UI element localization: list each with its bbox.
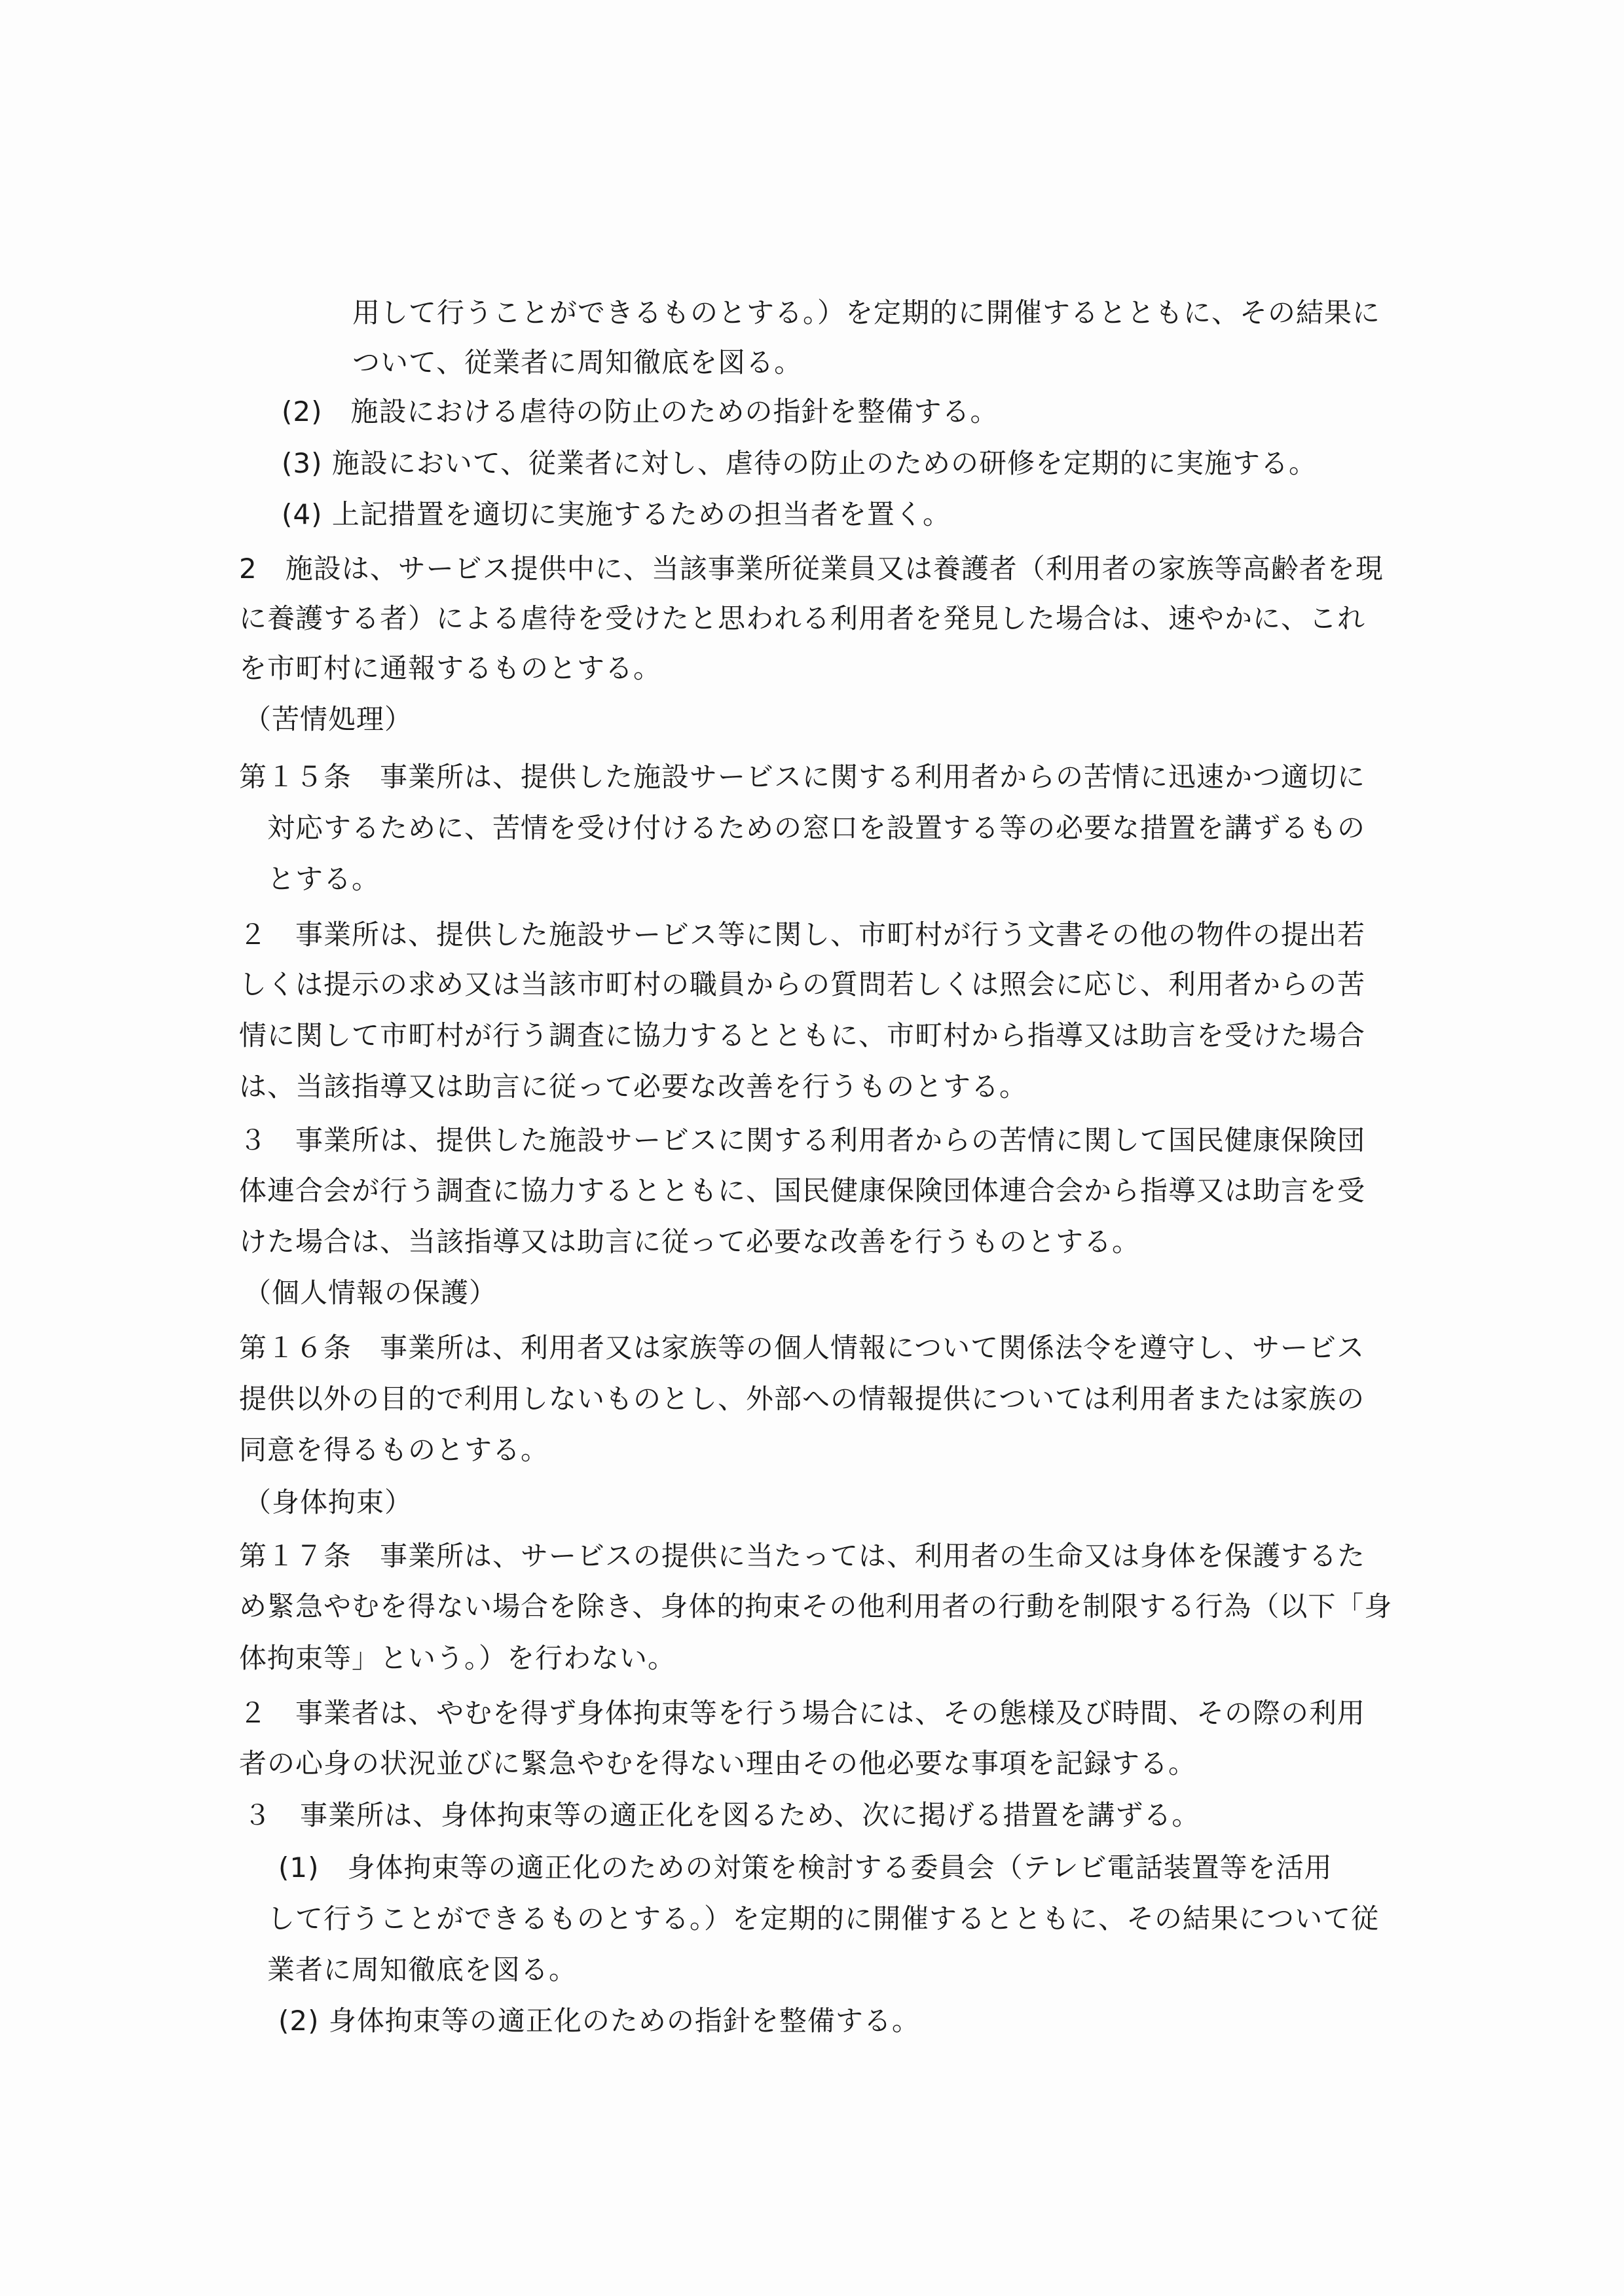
section-heading: （身体拘束） bbox=[244, 1486, 413, 1518]
text-line: 同意を得るものとする。 bbox=[239, 1434, 549, 1466]
text-line: 体連合会が行う調査に協力するとともに、国民健康保険団体連合会から指導又は助言を受 bbox=[239, 1175, 1366, 1207]
text-line: に養護する者）による虐待を受けたと思われる利用者を発見した場合は、速やかに、これ bbox=[239, 602, 1366, 634]
text-line: 体拘束等」という。）を行わない。 bbox=[239, 1642, 676, 1674]
text-line: ２ 事業所は、提供した施設サービス等に関し、市町村が行う文書その他の物件の提出若 bbox=[239, 919, 1366, 951]
text-line: ３ 事業所は、身体拘束等の適正化を図るため、次に掲げる措置を講ずる。 bbox=[244, 1799, 1200, 1831]
text-line: 用して行うことができるものとする。）を定期的に開催するとともに、その結果に bbox=[352, 297, 1381, 329]
text-line: 業者に周知徹底を図る。 bbox=[267, 1954, 578, 1986]
section-heading: （個人情報の保護） bbox=[244, 1277, 498, 1309]
text-line: (2) 身体拘束等の適正化のための指針を整備する。 bbox=[278, 2005, 920, 2037]
section-heading: （苦情処理） bbox=[244, 703, 413, 735]
text-line: ついて、従業者に周知徹底を図る。 bbox=[352, 346, 803, 378]
text-line: 第１５条 事業所は、提供した施設サービスに関する利用者からの苦情に迅速かつ適切に bbox=[239, 761, 1366, 793]
text-line: して行うことができるものとする。）を定期的に開催するとともに、その結果について従 bbox=[267, 1903, 1380, 1935]
text-line: 提供以外の目的で利用しないものとし、外部への情報提供については利用者または家族の bbox=[239, 1383, 1365, 1415]
text-line: 第１７条 事業所は、サービスの提供に当たっては、利用者の生命又は身体を保護するた bbox=[239, 1540, 1366, 1572]
text-line: (1) 身体拘束等の適正化のための対策を検討する委員会（テレビ電話装置等を活用 bbox=[278, 1851, 1333, 1884]
text-line: 対応するために、苦情を受け付けるための窓口を設置する等の必要な措置を講ずるもの bbox=[267, 812, 1366, 844]
text-line: (4) 上記措置を適切に実施するための担当者を置く。 bbox=[282, 498, 951, 530]
text-line: けた場合は、当該指導又は助言に従って必要な改善を行うものとする。 bbox=[239, 1226, 1141, 1258]
text-line: を市町村に通報するものとする。 bbox=[239, 652, 662, 684]
text-line: め緊急やむを得ない場合を除き、身体的拘束その他利用者の行動を制限する行為（以下「身 bbox=[239, 1590, 1393, 1622]
text-line: 情に関して市町村が行う調査に協力するとともに、市町村から指導又は助言を受けた場合 bbox=[239, 1019, 1366, 1051]
text-line: (3) 施設において、従業者に対し、虐待の防止のための研修を定期的に実施する。 bbox=[282, 447, 1318, 479]
text-line: 者の心身の状況並びに緊急やむを得ない理由その他必要な事項を記録する。 bbox=[239, 1747, 1197, 1779]
text-line: ３ 事業所は、提供した施設サービスに関する利用者からの苦情に関して国民健康保険団 bbox=[239, 1124, 1366, 1156]
text-line: 第１６条 事業所は、利用者又は家族等の個人情報について関係法令を遵守し、サービス bbox=[239, 1332, 1365, 1364]
text-line: 2 施設は、サービス提供中に、当該事業所従業員又は養護者（利用者の家族等高齢者を現 bbox=[239, 553, 1384, 585]
text-line: は、当該指導又は助言に従って必要な改善を行うものとする。 bbox=[239, 1070, 1028, 1102]
text-line: ２ 事業者は、やむを得ず身体拘束等を行う場合には、その態様及び時間、その際の利用 bbox=[239, 1697, 1366, 1729]
text-line: とする。 bbox=[267, 863, 380, 895]
text-line: しくは提示の求め又は当該市町村の職員からの質問若しくは照会に応じ、利用者からの苦 bbox=[239, 968, 1366, 1000]
text-line: (2) 施設における虐待の防止のための指針を整備する。 bbox=[282, 395, 999, 428]
